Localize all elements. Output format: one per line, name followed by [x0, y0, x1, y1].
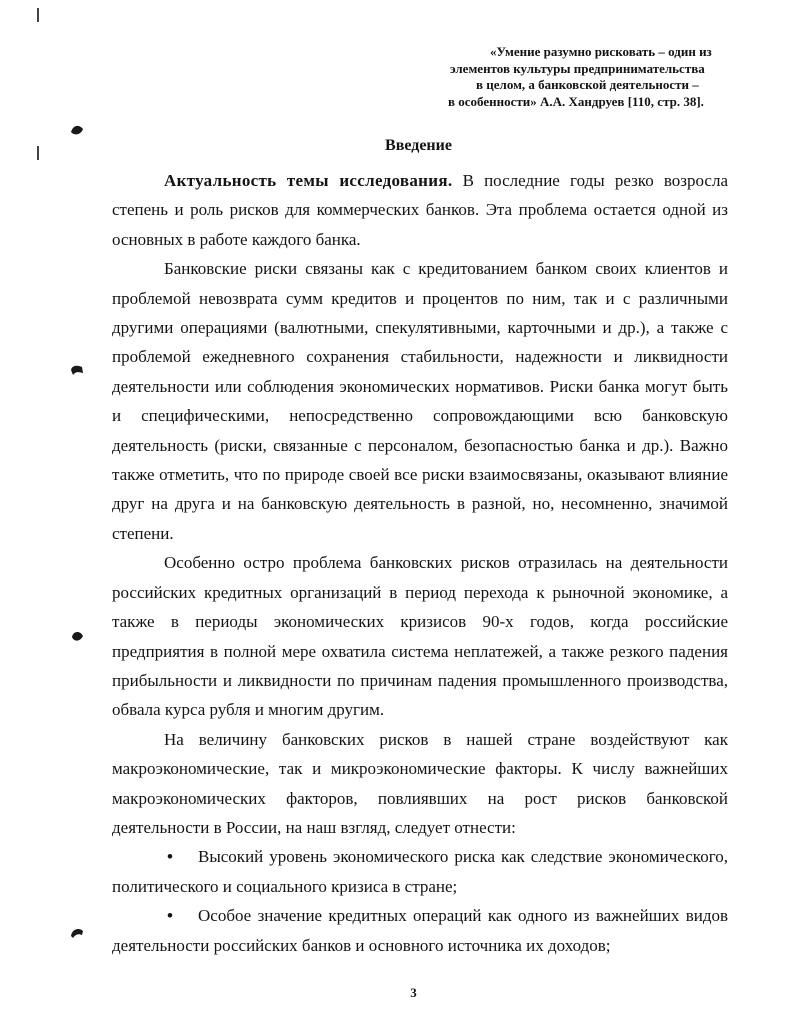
page-number: 3	[410, 985, 417, 1000]
binding-hole-mark	[70, 124, 84, 136]
binding-hole-mark	[70, 364, 84, 376]
bullet-marker: •	[167, 906, 173, 926]
epigraph-line: «Умение разумно рисковать – один из	[490, 44, 712, 59]
bullet-marker: •	[167, 847, 173, 867]
epigraph-line: в особенности» А.А. Хандруев [110, стр. 38].	[448, 93, 704, 109]
bullet-item	[112, 842, 728, 901]
binding-hole-mark	[70, 927, 84, 939]
bullet-text: Особое значение кредитных операций как одного из важнейших видов деятельности российских банков и основного источника их доходов;	[112, 906, 728, 955]
binding-hole-mark	[70, 630, 84, 642]
bullet-text: Высокий уровень экономического риска как следствие экономического, политического и социального кризиса в стране;	[112, 847, 728, 896]
paragraph-lead: Актуальность темы исследования.	[164, 171, 453, 190]
epigraph	[448, 44, 738, 110]
epigraph-line: элементов культуры предпринимательства	[450, 60, 705, 76]
section-heading: Введение	[385, 137, 452, 154]
paragraph: Банковские риски связаны как с кредитованием банком своих клиентов и проблемой невозврата сумм кредитов и процентов по ним, так и с различными другими операциями (валютными, спекулятивными, карточными и др.), а также с проблемой ежедневного сохранения стабильности, надежности и ликвидности деятельности или соблюдения экономических нормативов. Риски банка могут быть и специфическими, непосредственно сопровождающими всю банковскую деятельность (риски, связанные с персоналом, безопасностью банка и др.). Важно также отметить, что по природе своей все риски взаимосвязаны, оказывают влияние друг на друга и на банковскую деятельность в разной, но, несомненно, значимой степени.	[112, 259, 728, 543]
paragraph-text: В последние годы резко возросла степень и роль рисков для коммерческих банков. Эта проблема остается одной из основных в работе каждого банка.	[112, 171, 729, 249]
bullet-item	[112, 901, 728, 960]
paragraph	[112, 166, 728, 254]
document-body	[112, 166, 728, 960]
scan-margin-line	[37, 8, 39, 22]
paragraph: На величину банковских рисков в нашей стране воздействуют как макроэкономические, так и микроэкономические факторы. К числу важнейших макроэкономических факторов, повлиявших на рост рисков банковской деятельности в России, на наш взгляд, следует отнести:	[112, 729, 728, 837]
paragraph: Особенно остро проблема банковских рисков отразилась на деятельности российских кредитных организаций в период перехода к рыночной экономике, а также в периоды экономических кризисов 90-х годов, когда российские предприятия в полной мере охватила система неплатежей, а также резкого падения прибыльности и ликвидности по причинам падения промышленного производства, обвала курса рубля и многим другим.	[112, 553, 728, 720]
epigraph-line: в целом, а банковской деятельности –	[476, 77, 699, 92]
